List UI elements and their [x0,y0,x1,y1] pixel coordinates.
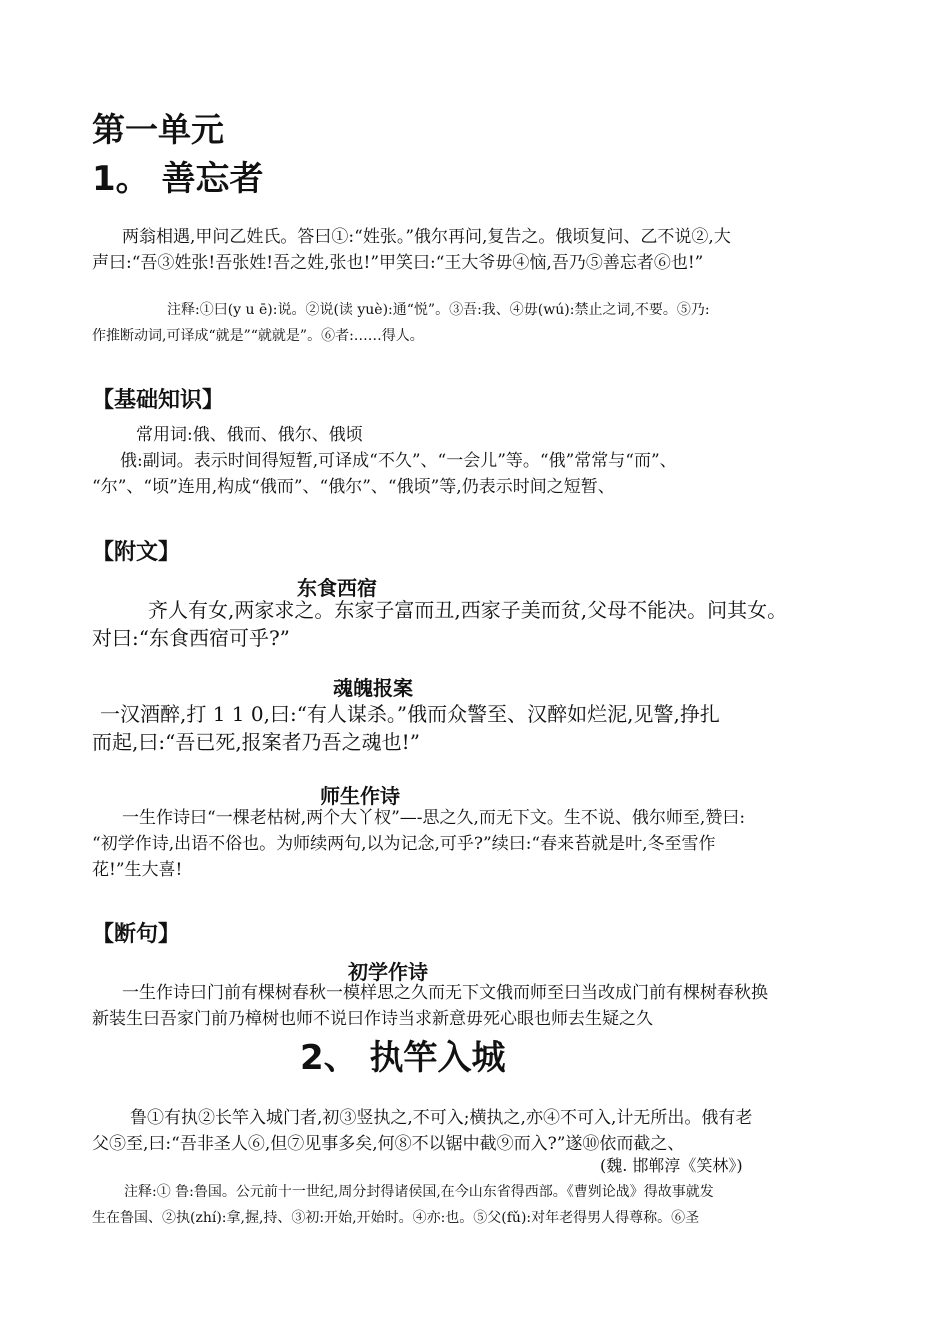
lesson-1-notes [92,297,867,349]
story-2-text [92,700,867,756]
note-line: 生在鲁国、②执(zhí):拿,握,持、③初:开始,开始时。④亦:也。⑤父(fǔ):对年老得男人得尊称。⑥圣 [92,1210,700,1226]
text-line: 常用词:俄、俄而、俄尔、俄顷 [136,425,363,445]
punctuation-title: 初学作诗 [348,960,428,984]
story-2-title: 魂魄报案 [333,676,413,700]
lesson-2-notes [92,1179,867,1231]
lesson-2-text [92,1105,867,1157]
lesson-2-source: (魏. 邯郸淳《笑林》) [600,1156,743,1175]
lesson-1-text [92,224,867,276]
text-line: 鲁①有执②长竿入城门者,初③竖执之,不可入;横执之,亦④不可入,计无所出。俄有老 [130,1108,753,1128]
text-line: 而起,曰:“吾已死,报案者乃吾之魂也!” [92,730,420,754]
text-line: 父⑤至,曰:“吾非圣人⑥,但⑦见事多矣,何⑧不以锯中截⑨而入?”遂⑩依而截之、 [92,1134,685,1154]
basics-text [92,422,867,500]
text-line: 声曰:“吾③姓张!吾张姓!吾之姓,张也!”甲笑曰:“王大爷毋④恼,吾乃⑤善忘者⑥也!” [92,253,704,273]
text-line: 对曰:“东食西宿可乎?” [92,626,290,650]
text-line: 一生作诗曰门前有棵树春秋一模样思之久而无下文俄而师至曰当改成门前有棵树春秋换 [122,983,768,1003]
unit-title: 第一单元 [92,110,224,149]
story-1-text [92,596,867,652]
text-line: 两翁相遇,甲问乙姓氏。答曰①:“姓张。”俄尔再问,复告之。俄顷复问、乙不说②,大 [122,227,731,247]
punctuation-heading: 【断句】 [92,922,181,947]
text-line: “尔”、“顷”连用,构成“俄而”、“俄尔”、“俄顷”等,仍表示时间之短暂、 [92,477,615,497]
story-1-title: 东食西宿 [297,576,377,600]
note-line: 注释:① 鲁:鲁国。公元前十一世纪,周分封得诸侯国,在今山东省得西部。《曹刿论战》得故事就发 [124,1184,714,1200]
lesson-2-title: 2、 执竿入城 [300,1038,506,1078]
lesson-1-title: 1。 善忘者 [92,159,264,199]
appendix-heading: 【附文】 [92,540,181,565]
text-line: 一生作诗曰“一棵老枯树,两个大丫杈”—-思之久,而无下文。生不说、俄尔师至,赞曰: [122,808,746,828]
note-line: 作推断动词,可译成“就是”“就就是”。⑥者:……得人。 [92,328,424,344]
story-3-text [92,805,867,883]
text-line: 新装生曰吾家门前乃樟树也师不说曰作诗当求新意毋死心眼也师去生疑之久 [92,1009,653,1029]
text-line: “初学作诗,出语不俗也。为师续两句,以为记念,可乎?”续曰:“春来苔就是叶,冬至雪作 [92,834,716,854]
text-line: 一汉酒醉,打 1 1 0,曰:“有人谋杀。”俄而众警至、汉醉如烂泥,见警,挣扎 [100,702,720,726]
text-line: 花!”生大喜! [92,860,183,880]
text-line: 俄:副词。表示时间得短暂,可译成“不久”、“一会儿”等。“俄”常常与“而”、 [120,451,677,471]
text-line: 齐人有女,两家求之。东家子富而丑,西家子美而贫,父母不能决。问其女。 [148,598,788,622]
note-line: 注释:①曰(y u ē):说。②说(读 yuè):通“悦”。③吾:我、④毋(wú):禁止之词,不要。⑤乃: [167,302,710,318]
punctuation-text [92,980,867,1032]
story-3-title: 师生作诗 [320,784,400,808]
basics-heading: 【基础知识】 [92,388,225,413]
